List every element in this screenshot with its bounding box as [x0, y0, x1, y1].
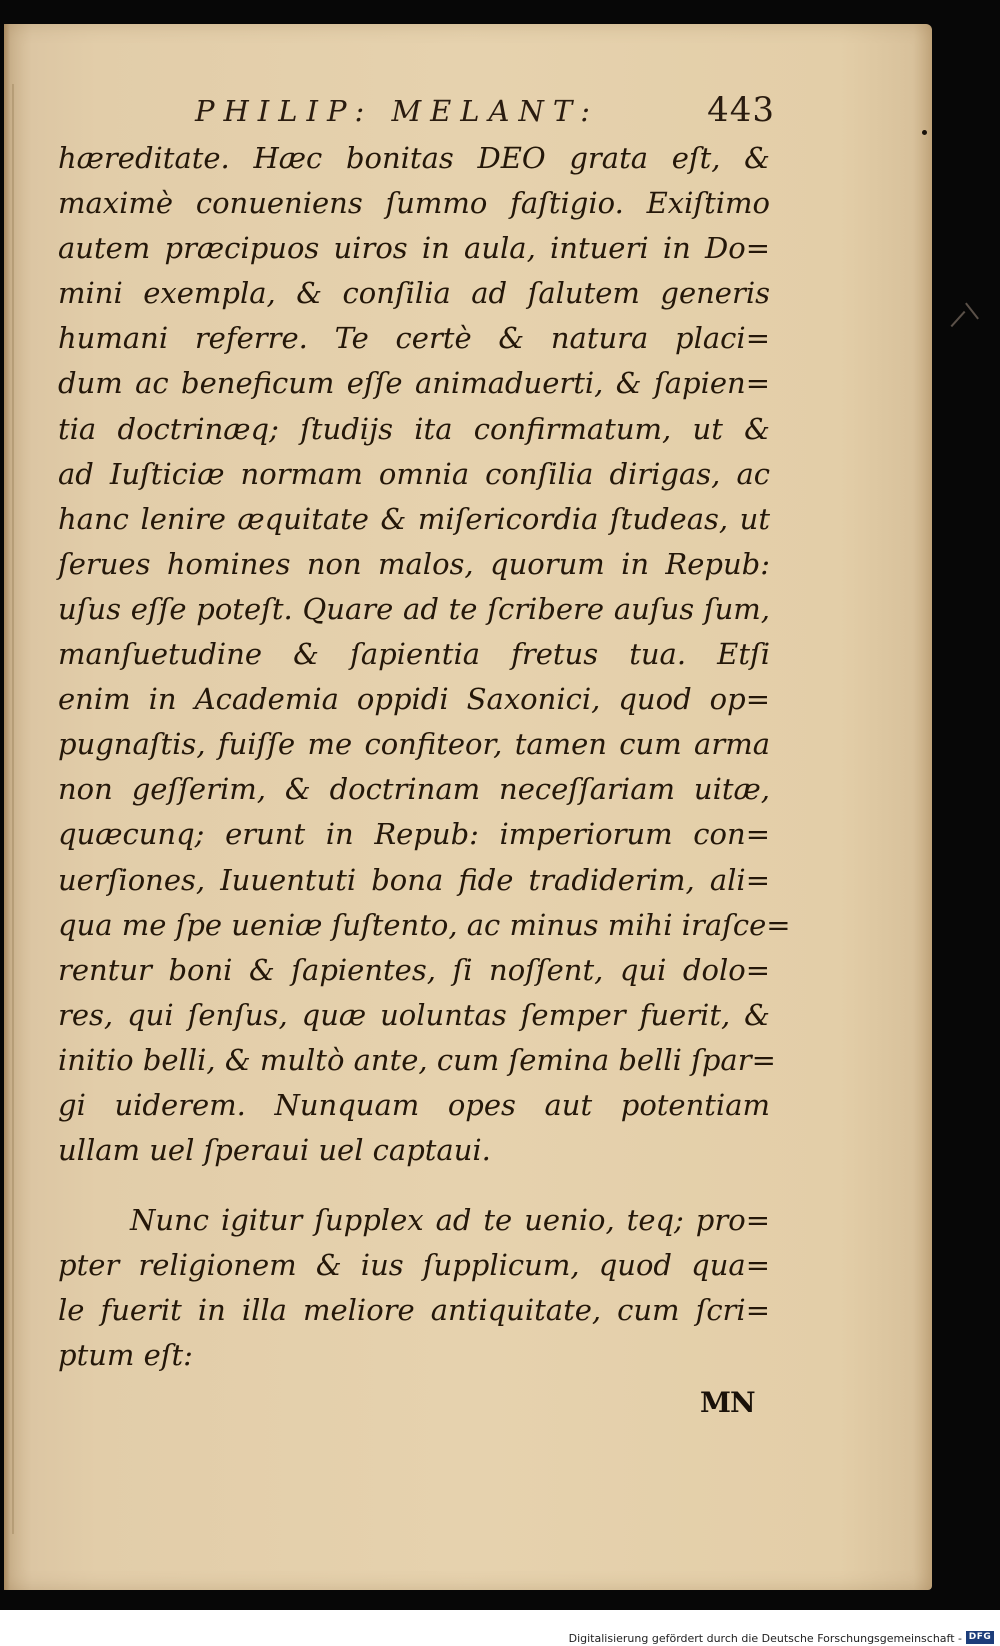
running-title: PHILIP: MELANT: — [195, 94, 599, 128]
text-line: Nunc igitur ſupplex ad te uenio, teq; pro= — [130, 1203, 770, 1237]
text-line: uerſiones, Iuuentuti bona fide tradiderim, ali= — [58, 862, 770, 897]
text-line: ſerues homines non malos, quorum in Repub: — [58, 546, 770, 581]
catchword: MN — [700, 1386, 755, 1419]
text-line: enim in Academia oppidi Saxonici, quod op= — [58, 682, 770, 717]
text-line: le fuerit in illa meliore antiquitate, cum ſcri= — [58, 1293, 770, 1328]
paragraph-one — [58, 136, 791, 1173]
text-line: maximè conueniens ſummo faſtigio. Exiſtimo — [58, 186, 770, 221]
text-line: ad Iuſticiæ normam omnia conſilia dirigas, ac — [58, 456, 770, 491]
page-number: 443 — [707, 90, 775, 130]
text-line: mini exempla, & conſilia ad ſalutem generis — [58, 276, 770, 311]
text-line: initio belli, & multò ante, cum ſemina belli ſpar= — [58, 1042, 776, 1077]
text-line: gi uiderem. Nunquam opes aut potentiam — [58, 1087, 770, 1122]
text-line: autem præcipuos uiros in aula, intueri in Do= — [58, 231, 770, 266]
text-line: dum ac beneficum eſſe animaduerti, & ſapien= — [58, 366, 770, 401]
text-line: humani referre. Te certè & natura placi= — [58, 321, 770, 356]
text-line: pter religionem & ius ſupplicum, quod qua= — [58, 1248, 770, 1283]
text-line: hæreditate. Hæc bonitas DEO grata eſt, & — [58, 141, 770, 175]
paragraph-two — [58, 1198, 770, 1378]
text-line: hanc lenire æquitate & miſericordia ſtudeas, ut — [58, 501, 770, 536]
binding-gutter-line — [12, 84, 14, 1534]
page-edge-shadow — [4, 24, 10, 1590]
text-line: res, qui ſenſus, quæ uoluntas ſemper fuerit, & — [58, 997, 770, 1032]
ink-dot-mark — [922, 130, 927, 135]
text-line: qua me ſpe ueniæ ſuſtento, ac minus mihi iraſce= — [58, 907, 791, 942]
text-line: ptum eſt: — [58, 1338, 193, 1373]
text-line: uſus eſſe poteſt. Quare ad te ſcribere auſus ſum, — [58, 591, 770, 626]
dfg-logo: DFG — [966, 1631, 994, 1644]
text-line: tia doctrinæq; ſtudijs ita confirmatum, ut & — [58, 411, 770, 446]
page-header — [195, 88, 775, 136]
funding-credit: Digitalisierung gefördert durch die Deutsche Forschungsgemeinschaft - — [568, 1632, 962, 1645]
text-line: quæcunq; erunt in Repub: imperiorum con= — [58, 817, 770, 852]
text-line: pugnaſtis, fuiſſe me confiteor, tamen cum arma — [58, 727, 770, 762]
text-line: ullam uel ſperaui uel captaui. — [58, 1133, 491, 1168]
text-line: non geſſerim, & doctrinam neceſſariam uitæ, — [58, 772, 770, 807]
text-line: rentur boni & ſapientes, ſi noſſent, qui dolo= — [58, 952, 770, 987]
text-line: manſuetudine & ſapientia fretus tua. Etſi — [58, 637, 770, 672]
